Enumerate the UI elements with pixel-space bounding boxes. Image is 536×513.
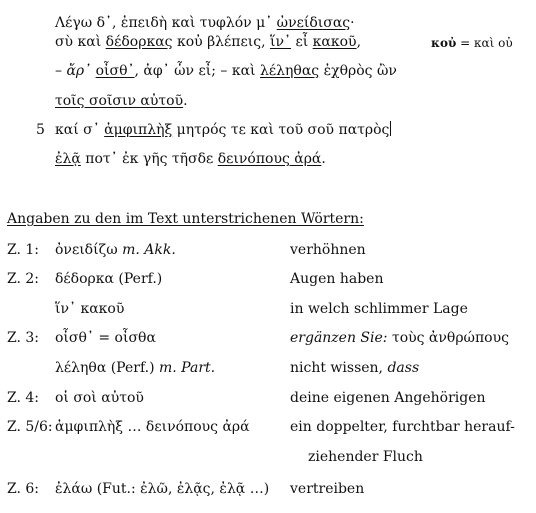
text-segment: τοὺς ἀνθρώπους [391,330,509,346]
verse-line-number-5: 5 [36,122,45,138]
text-segment: σὺ καὶ [55,34,106,50]
glossary-ref: Z. 1: [7,242,40,258]
text-segment: in welch schlimmer Lage [290,301,468,317]
glossary-heading: Angaben zu den im Text unterstrichenen Wörtern: [7,211,364,227]
text-segment: dass [387,360,420,376]
glossary-meaning [290,300,468,318]
text-segment: λέληθας [260,63,320,79]
text-segment: ἀμφιπλὴξ [104,122,173,138]
text-segment: Λέγω δ᾽, ἐπειδὴ καὶ τυφλόν μ᾽ [55,15,277,31]
text-segment: , ἀφ᾽ ὧν εἶ; – καὶ [134,63,260,79]
glossary-ref: Z. 6: [7,481,40,497]
text-segment: οἱ σοὶ αὐτοῦ [55,390,144,406]
glossary-term [55,418,250,436]
verse-line-1 [55,14,355,32]
text-segment: μητρός τε καὶ τοῦ σοῦ πατρὸς [172,122,390,138]
text-segment: ergänzen Sie: [290,330,392,346]
text-cursor [390,121,391,136]
text-segment: · [350,15,355,31]
text-segment: = καὶ οὐ [456,36,513,50]
verse-line-6 [55,150,326,168]
text-segment: ἵν᾽ κακοῦ [55,301,125,317]
text-segment: deine eigenen Angehörigen [290,390,486,406]
text-segment: – [55,63,67,79]
glossary-term [55,270,162,288]
text-segment: ἀμφιπλὴξ … δεινόπους ἀρά [55,419,250,435]
glossary-term [55,329,156,347]
glossary-ref: Z. 2: [7,271,40,287]
text-segment: , [356,34,362,50]
glossary-term [55,389,144,407]
glossary-ref: Z. 5/6: [7,419,53,435]
text-segment: καί σ᾽ [55,122,105,138]
text-segment: ἐλᾷ [55,151,81,167]
glossary-term [55,241,176,259]
text-segment: κακοῦ [312,34,357,50]
glossary-meaning [290,270,383,288]
text-segment: ὠνείδισας [276,15,351,31]
glossary-meaning [290,359,419,377]
text-segment: . [183,93,188,109]
glossary-meaning [308,448,423,466]
text-segment: nicht wissen, [290,360,388,376]
text-segment: τοῖς σοῖσιν αὐτοῦ [55,93,184,109]
text-segment: ein doppelter, furchtbar herauf- [290,419,515,435]
verse-line-2 [55,33,361,51]
text-segment: ἐλάω (Fut.: ἐλῶ, ἐλᾷς, ἐλᾷ …) [55,481,270,497]
text-segment: κοὐ [431,36,457,50]
text-segment: vertreiben [290,481,365,497]
text-segment: δεινόπους ἀρά [217,151,322,167]
glossary-ref: Z. 4: [7,390,40,406]
text-segment: εἶ [291,34,313,50]
text-segment: λέληθα (Perf.) [55,360,159,376]
text-segment: m. Part. [159,360,216,376]
text-segment: οἶσθ᾽ = οἶσθα [55,330,156,346]
glossary-term [55,300,124,318]
text-segment: . [321,151,326,167]
text-segment: δέδορκας [105,34,173,50]
text-segment: ziehender Fluch [308,449,423,465]
glossary-meaning [290,329,509,347]
text-segment: ἵν᾽ [270,34,291,50]
text-segment: verhöhnen [290,242,366,258]
verse-line-5 [55,121,391,139]
glossary-meaning [290,418,515,436]
glossary-meaning [290,241,366,259]
text-segment: ἐχθρὸς ὢν [319,63,397,79]
verse-line-4 [55,92,188,110]
glossary-term [55,359,215,377]
text-segment: κοὐ βλέπεις, [172,34,270,50]
text-segment: m. Akk. [122,242,176,258]
margin-note-kou [431,34,513,52]
glossary-meaning [290,389,486,407]
verse-line-3 [55,62,397,80]
text-segment: Augen haben [290,271,384,287]
text-segment: ποτ᾽ ἐκ γῆς τῆσδε [80,151,218,167]
text-segment: ἄρ᾽ [66,63,92,79]
glossary-meaning [290,480,364,498]
verse-line-5-text [55,122,389,138]
text-segment: ὀνειδίζω [55,242,123,258]
glossary-ref: Z. 3: [7,330,40,346]
glossary-term [55,480,269,498]
text-segment: δέδορκα (Perf.) [55,271,163,287]
text-segment: οἶσθ᾽ [95,63,135,79]
